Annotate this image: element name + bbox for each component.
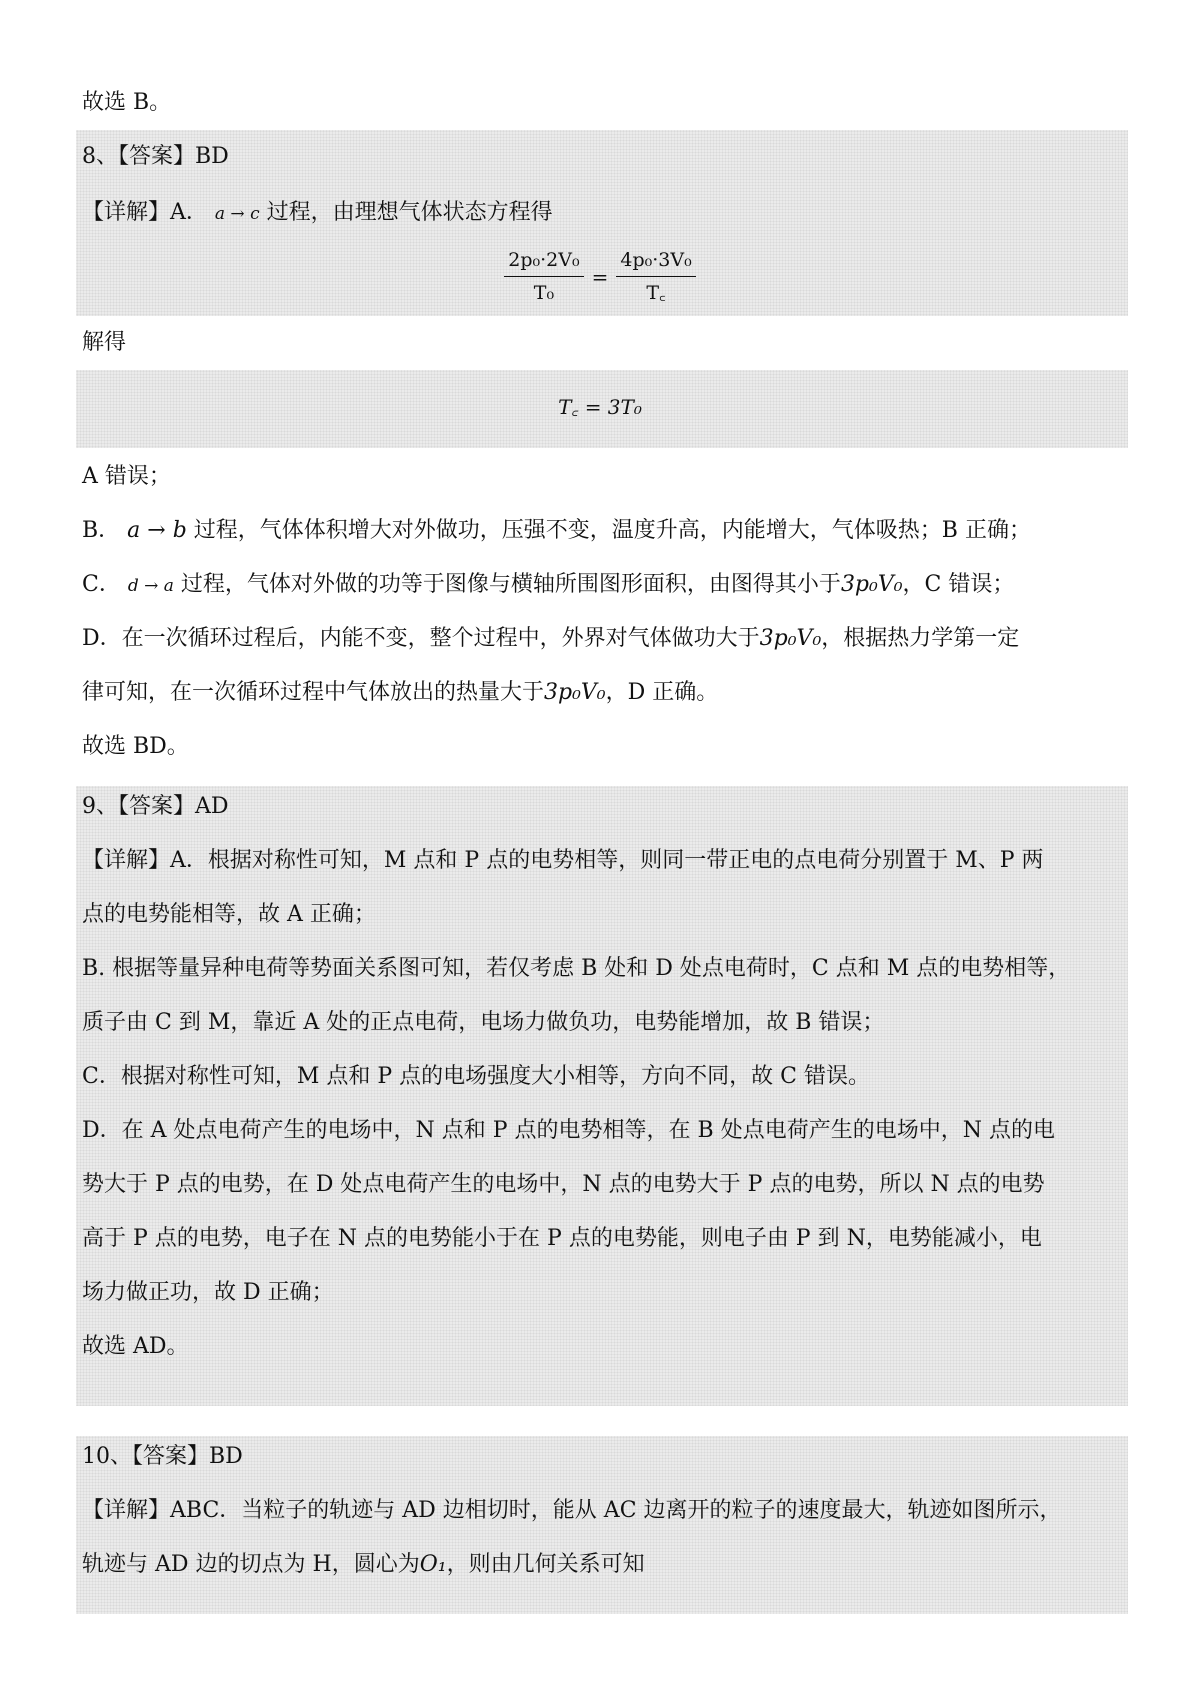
text-line [82,1276,1128,1310]
text-line [82,1060,1128,1094]
text-l09-mid: 过程，气体对外做的功等于图像与横轴所围图形面积，由图得其小于 [180,572,841,597]
text-l09-tail: ，C 错误； [902,572,1015,597]
text-l09-head: C． [82,572,121,597]
text-l05: 解得 [82,330,127,355]
text-line [82,844,1128,878]
math-O1: O₁ [419,1552,447,1577]
text-line [82,676,1128,710]
text-l12: 故选 BD。 [82,734,189,759]
text-l03-tail: 过程，由理想气体状态方程得 [266,200,553,225]
equation-result [0,393,1200,420]
text-line [82,1222,1128,1256]
math-3p0V0: 3p₀V₀ [544,680,606,705]
answer-8-heading [82,140,1128,174]
equation-body [504,247,695,306]
text-l26-tail: ，则由几何关系可知 [446,1552,645,1577]
fraction-lhs-numerator: 2p₀·2V₀ [504,247,583,277]
text-l03-head: 【详解】A． [82,200,208,225]
text-line [82,952,1128,986]
text-l19: D．在 A 处点电荷产生的电场中，N 点和 P 点的电势相等，在 B 处点电荷产生的电场中，N 点的电 [82,1118,1055,1143]
answer-9-heading [82,790,1128,824]
equation-state [0,247,1200,306]
math-3p0V0: 3p₀V₀ [840,572,903,597]
text-l17: 质子由 C 到 M，靠近 A 处的正点电荷，电场力做负功，电势能增加，故 B 错误； [82,1010,885,1035]
text-line [82,1006,1128,1040]
text-l18: C．根据对称性可知，M 点和 P 点的电场强度大小相等，方向不同，故 C 错误。 [82,1064,870,1089]
text-l08-tail: 过程，气体体积增大对外做功，压强不变，温度升高，内能增大，气体吸热；B 正确； [193,518,1031,543]
text-line [82,568,1128,602]
text-l08-head: B． [82,518,121,543]
text-line [82,622,1128,656]
text-l15: 点的电势能相等，故 A 正确； [82,902,376,927]
text-l01: 故选 B。 [82,90,172,115]
fraction-rhs [616,247,695,306]
text-line [82,196,1128,230]
fraction-lhs-denominator: T₀ [533,282,555,304]
answer-10-heading [82,1440,1128,1474]
equation-result-text: T꜀ = 3T₀ [558,395,642,419]
text-line [82,1330,1128,1364]
text-l24: 10、【答案】BD [82,1444,243,1469]
fraction-lhs [504,247,583,306]
fraction-rhs-numerator: 4p₀·3V₀ [616,247,695,277]
math-a-to-c: a → c [214,204,260,224]
text-l13: 9、【答案】AD [82,794,229,819]
text-l26-head: 轨迹与 AD 边的切点为 H，圆心为 [82,1552,420,1577]
text-l23: 故选 AD。 [82,1334,189,1359]
math-3p0V0: 3p₀V₀ [759,626,822,651]
text-l14: 【详解】A．根据对称性可知，M 点和 P 点的电势相等，则同一带正电的点电荷分别置于 M、P 两 [82,848,1044,873]
text-l25: 【详解】ABC．当粒子的轨迹与 AD 边相切时，能从 AC 边离开的粒子的速度最大，轨迹如图所示， [82,1498,1062,1523]
text-l11-tail: ，D 正确。 [605,680,719,705]
text-line [82,514,1128,548]
text-line [82,1548,1128,1582]
math-a-to-b: a → b [127,518,187,543]
text-l10-head: D．在一次循环过程后，内能不变，整个过程中，外界对气体做功大于 [82,626,760,651]
text-l20: 势大于 P 点的电势，在 D 处点电荷产生的电场中，N 点的电势大于 P 点的电势，所以 N 点的电势 [82,1172,1045,1197]
text-l10-tail: ，根据热力学第一定 [821,626,1020,651]
text-l02: 8、【答案】BD [82,144,229,169]
text-line [82,898,1128,932]
text-line [82,86,1128,120]
text-line [82,1168,1128,1202]
text-line [82,460,1128,494]
text-l22: 场力做正功，故 D 正确； [82,1280,334,1305]
text-l11-head: 律可知，在一次循环过程中气体放出的热量大于 [82,680,545,705]
text-l07: A 错误； [82,464,171,489]
text-l21: 高于 P 点的电势，电子在 N 点的电势能小于在 P 点的电势能，则电子由 P 到 N，电势能减小，电 [82,1226,1042,1251]
answer-9-block [76,786,1128,1406]
text-line [82,326,1128,360]
math-d-to-a: d → a [127,576,174,596]
text-line [82,1114,1128,1148]
fraction-rhs-denominator: T꜀ [646,282,666,304]
text-line [82,730,1128,764]
equals-sign: = [591,264,609,289]
text-line [82,1494,1128,1528]
text-l16: B. 根据等量异种电荷等势面关系图可知，若仅考虑 B 处和 D 处点电荷时，C 点和 M 点的电势相等， [82,956,1071,981]
